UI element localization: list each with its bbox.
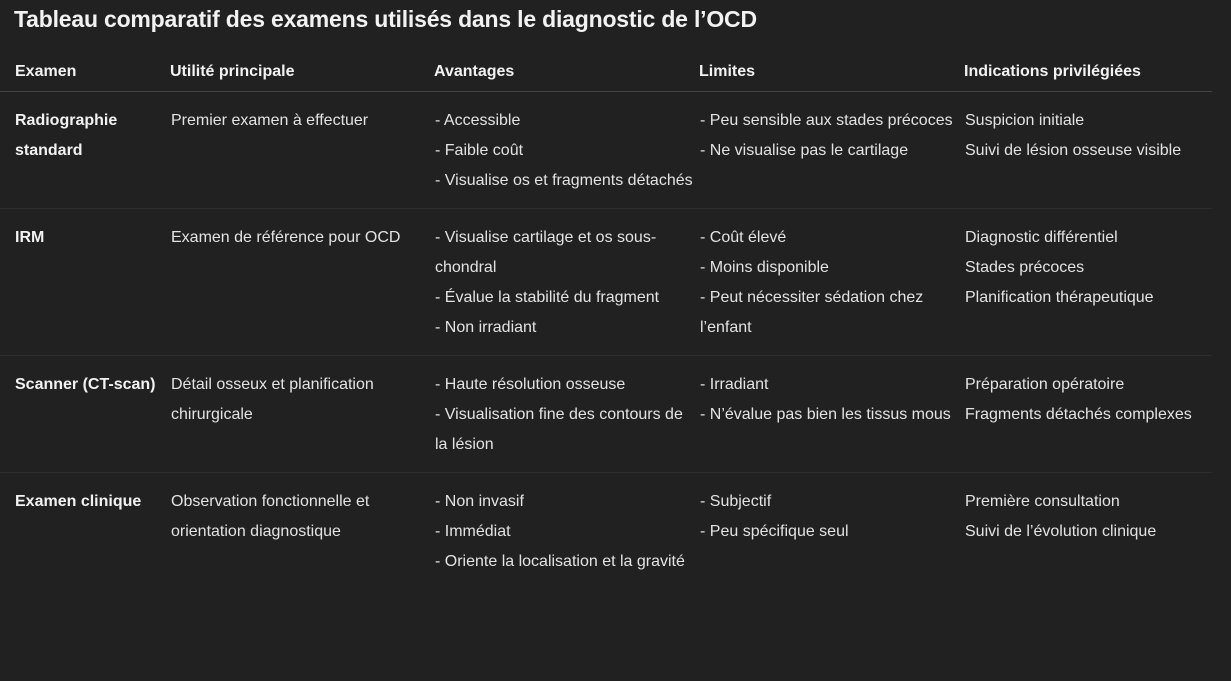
header-utilite: Utilité principale [170,53,434,92]
cell-indications [964,92,1212,209]
cell-limites [699,209,964,356]
cell-limites [699,356,964,473]
cell-examen: Scanner (CT-scan) [0,356,170,473]
cell-examen: Radiographie standard [0,92,170,209]
list-item: Suivi de lésion osseuse visible [965,142,1182,159]
list-item: - Non irradiant [435,319,537,336]
list-item: - Faible coût [435,142,524,159]
list-item: Suspicion initiale [965,112,1085,129]
list-item: - Évalue la stabilité du fragment [435,289,660,306]
list-item: - Moins disponible [700,259,829,276]
cell-avantages [434,473,699,590]
list-item: - Peut nécessiter sédation chez l’enfant [700,289,924,336]
cell-limites [699,92,964,209]
header-avantages: Avantages [434,53,699,92]
list-item: - Peu sensible aux stades précoces [700,112,953,129]
list-item: Préparation opératoire [965,376,1125,393]
cell-indications [964,356,1212,473]
header-indications: Indications privilégiées [964,53,1212,92]
cell-utilite: Examen de référence pour OCD [170,209,434,356]
list-item: - Peu spécifique seul [700,523,849,540]
list-item: Première consultation [965,493,1120,510]
cell-utilite: Premier examen à effectuer [170,92,434,209]
list-item: - Subjectif [700,493,772,510]
cell-utilite: Observation fonctionnelle et orientation diagnostique [171,493,370,540]
list-item: - Ne visualise pas le cartilage [700,142,909,159]
table-row [0,209,1212,356]
list-item: Suivi de l’évolution clinique [965,523,1157,540]
cell-limites [699,473,964,590]
header-examen: Examen [0,53,170,92]
cell-examen: Examen clinique [15,493,142,510]
table-row [0,92,1212,209]
list-item: Diagnostic différentiel [965,229,1118,246]
list-item: - Irradiant [700,376,769,393]
cell-indications [964,209,1212,356]
table-row [0,356,1212,473]
cell-avantages [434,356,699,473]
list-item: - Visualise os et fragments détachés [435,172,693,189]
list-item: - Oriente la localisation et la gravité [435,553,685,570]
cell-indications [964,473,1212,590]
list-item: - Non invasif [435,493,524,510]
list-item: - Coût élevé [700,229,787,246]
cell-examen: IRM [0,209,170,356]
list-item: Stades précoces [965,259,1085,276]
table-row [0,473,1212,590]
list-item: - Accessible [435,112,521,129]
list-item: - Visualise cartilage et os sous-chondral [435,229,657,276]
header-limites: Limites [699,53,964,92]
cell-avantages [434,92,699,209]
comparison-table [0,53,1212,589]
cell-utilite: Détail osseux et planification chirurgicale [170,356,434,473]
list-item: Fragments détachés complexes [965,406,1192,423]
list-item: Planification thérapeutique [965,289,1154,306]
list-item: - Visualisation fine des contours de la lésion [435,406,683,453]
cell-avantages [434,209,699,356]
list-item: - Immédiat [435,523,511,540]
table-header-row [0,53,1212,92]
page-title: Tableau comparatif des examens utilisés dans le diagnostic de l’OCD [14,6,757,32]
list-item: - N’évalue pas bien les tissus mous [700,406,951,423]
list-item: - Haute résolution osseuse [435,376,626,393]
